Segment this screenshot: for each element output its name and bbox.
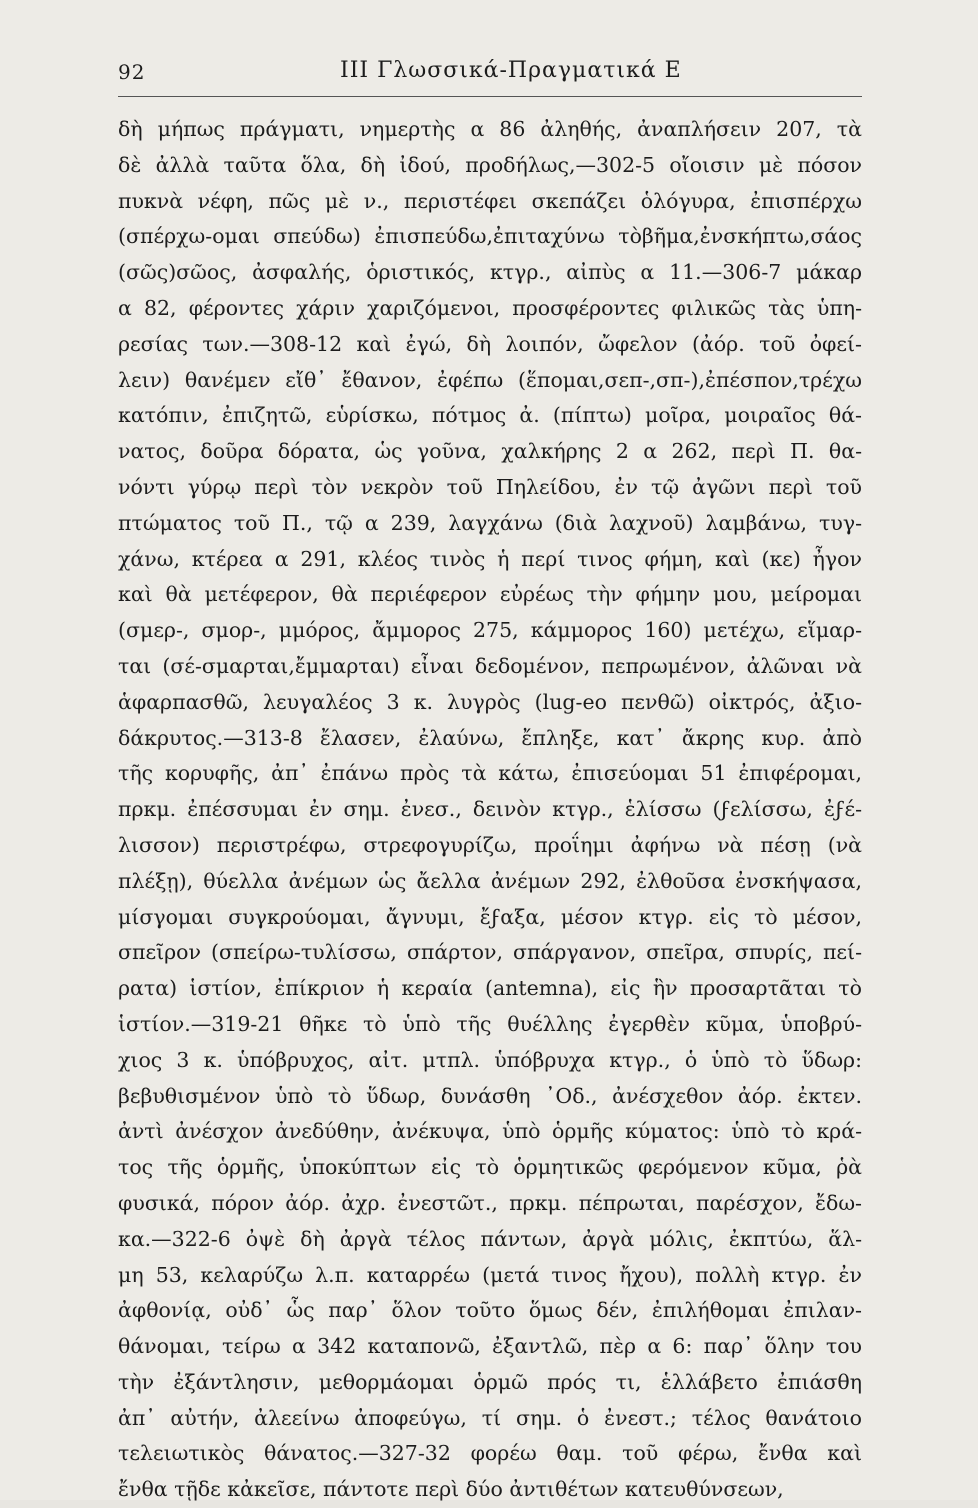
text-line: ρατα) ἱστίον, ἐπίκριον ἡ κεραία (antemna), εἰς ἣν προσαρτᾶται τὸ bbox=[118, 976, 862, 1001]
text-line: λειν) θανέμεν εἴθ᾽ ἔθανον, ἐφέπω (ἕπομαι,σεπ-,σπ-),ἐπέσπον,τρέχω bbox=[118, 367, 862, 392]
text-line: ἀντὶ ἀνέσχον ἀνεδύθην, ἀνέκυψα, ὑπὸ ὁρμῆς κύματος: ὑπὸ τὸ κρά- bbox=[118, 1119, 862, 1144]
text-line: ρεσίας των.—308-12 καὶ ἐγώ, δὴ λοιπόν, ὤφελον (ἀόρ. τοῦ ὀφεί- bbox=[118, 331, 862, 356]
text-line: (σῶς)σῶος, ἀσφαλής, ὁριστικός, κτγρ., αἰπὺς α 11.—306-7 μάκαρ bbox=[118, 260, 862, 285]
text-line: δὴ μήπως πράγματι, νημερτὴς α 86 ἀληθής, ἀναπλήσειν 207, τὰ bbox=[118, 117, 862, 141]
page-header bbox=[118, 58, 864, 92]
text-line: νατος, δοῦρα δόρατα, ὡς γοῦνα, χαλκήρης 2 α 262, περὶ Π. θα- bbox=[118, 439, 862, 464]
page-number: 92 bbox=[118, 60, 146, 84]
text-line: ἀπ᾽ αὐτήν, ἀλεείνω ἀποφεύγω, τί σημ. ὁ ἐνεστ.; τέλος θανάτοιο bbox=[118, 1405, 862, 1430]
text-line: βεβυθισμένον ὑπὸ τὸ ὕδωρ, δυνάσθη ᾽Οδ., ἀνέσχεθον ἀόρ. ἐκτεν. bbox=[118, 1083, 862, 1108]
text-line: ἀφθονίᾳ, οὐδ᾽ ὧς παρ᾽ ὅλον τοῦτο ὅμως δέν, ἐπιλήθομαι ἐπιλαν- bbox=[118, 1298, 862, 1323]
text-line: καὶ θὰ μετέφερον, θὰ περιέφερον εὐρέως τὴν φήμην μου, μείρομαι bbox=[118, 582, 862, 607]
text-line: μη 53, κελαρύζω λ.π. καταρρέω (μετά τινος ἤχου), πολλὴ κτγρ. ἐν bbox=[118, 1262, 862, 1287]
text-line: φυσικά, πόρον ἀόρ. ἀχρ. ἐνεστῶτ., πρκμ. πέπρωται, παρέσχον, ἔδω- bbox=[118, 1190, 862, 1215]
text-line: τῆς κορυφῆς, ἀπ᾽ ἐπάνω πρὸς τὰ κάτω, ἐπισεύομαι 51 ἐπιφέρομαι, bbox=[118, 761, 862, 786]
text-line: λισσον) περιστρέφω, στρεφογυρίζω, προΐημι ἀφήνω νὰ πέσῃ (νὰ bbox=[118, 832, 862, 857]
text-line: τος τῆς ὁρμῆς, ὑποκύπτων εἰς τὸ ὁρμητικῶς φερόμενον κῦμα, ῥὰ bbox=[118, 1155, 862, 1180]
text-line: πλέξῃ), θύελλα ἀνέμων ὡς ἄελλα ἀνέμων 292, ἐλθοῦσα ἐνσκήψασα, bbox=[118, 868, 862, 893]
text-line: ἱστίον.—319-21 θῆκε τὸ ὑπὸ τῆς θυέλλης ἐγερθὲν κῦμα, ὑποβρύ- bbox=[118, 1011, 862, 1036]
text-line: πυκνὰ νέφη, πῶς μὲ ν., περιστέφει σκεπάζει ὁλόγυρα, ἐπισπέρχω bbox=[118, 188, 862, 213]
running-title: ΙΙΙ Γλωσσικά-Πραγματικά Ε bbox=[340, 58, 682, 83]
text-line: νόντι γύρῳ περὶ τὸν νεκρὸν τοῦ Πηλείδου, ἐν τῷ ἀγῶνι περὶ τοῦ bbox=[118, 474, 862, 499]
text-line: τελειωτικὸς θάνατος.—327-32 φορέω θαμ. τοῦ φέρω, ἔνθα καὶ bbox=[118, 1441, 862, 1466]
text-line: χάνω, κτέρεα α 291, κλέος τινὸς ἡ περί τινος φήμη, καὶ (κε) ἦγον bbox=[118, 546, 862, 571]
commentary-text bbox=[118, 112, 862, 1508]
text-line: ἔνθα τῇδε κἀκεῖσε, πάντοτε περὶ δύο ἀντιθέτων κατευθύνσεων, bbox=[118, 1477, 784, 1502]
text-line: κατόπιν, ἐπιζητῶ, εὑρίσκω, πότμος ἀ. (πίπτω) μοῖρα, μοιραῖος θά- bbox=[118, 403, 862, 428]
text-line: δάκρυτος.—313-8 ἔλασεν, ἐλαύνω, ἔπληξε, κατ᾽ ἄκρης κυρ. ἀπὸ bbox=[118, 725, 862, 750]
header-rule bbox=[118, 96, 862, 97]
text-line: (σμερ-, σμορ-, μμόρος, ἄμμορος 275, κάμμορος 160) μετέχω, εἵμαρ- bbox=[118, 618, 862, 643]
text-line: πτώματος τοῦ Π., τῷ α 239, λαγχάνω (διὰ λαχνοῦ) λαμβάνω, τυγ- bbox=[118, 510, 862, 535]
text-line: ἁφαρπασθῶ, λευγαλέος 3 κ. λυγρὸς (lug-eo πενθῶ) οἰκτρός, ἀξιο- bbox=[118, 689, 862, 714]
text-line: κα.—322-6 ὀψὲ δὴ ἀργὰ τέλος πάντων, ἀργὰ μόλις, ἐκπτύω, ἅλ- bbox=[118, 1226, 862, 1251]
text-line: χιος 3 κ. ὑπόβρυχος, αἰτ. μτπλ. ὑπόβρυχα κτγρ., ὁ ὑπὸ τὸ ὕδωρ: bbox=[118, 1047, 862, 1072]
text-line: τὴν ἐξάντλησιν, μεθορμάομαι ὁρμῶ πρός τι, ἑλλάβετο ἐπιάσθη bbox=[118, 1369, 862, 1394]
text-line: πρκμ. ἐπέσσυμαι ἐν σημ. ἐνεσ., δεινὸν κτγρ., ἑλίσσω (ϝελίσσω, ἐϝέ- bbox=[118, 797, 862, 822]
text-line: θάνομαι, τείρω α 342 καταπονῶ, ἐξαντλῶ, πὲρ α 6: παρ᾽ ὅλην του bbox=[118, 1334, 862, 1359]
text-line: ται (σέ-σμαρται,ἔμμαρται) εἶναι δεδομένον, πεπρωμένον, ἀλῶναι νὰ bbox=[118, 653, 862, 678]
text-line: δὲ ἀλλὰ ταῦτα ὅλα, δὴ ἰδού, προδήλως,—302-5 οἴοισιν μὲ πόσον bbox=[118, 152, 862, 177]
text-line: (σπέρχω-ομαι σπεύδω) ἐπισπεύδω,ἐπιταχύνω τὸβῆμα,ἐνσκήπτω,σάος bbox=[118, 224, 862, 249]
text-line: α 82, φέροντες χάριν χαριζόμενοι, προσφέροντες φιλικῶς τὰς ὑπη- bbox=[118, 295, 862, 320]
text-line: μίσγομαι συγκρούομαι, ἄγνυμι, ἔϝαξα, μέσον κτγρ. εἰς τὸ μέσον, bbox=[118, 904, 862, 929]
text-line: σπεῖρον (σπείρω-τυλίσσω, σπάρτον, σπάργανον, σπεῖρα, σπυρίς, πεί- bbox=[118, 940, 862, 965]
